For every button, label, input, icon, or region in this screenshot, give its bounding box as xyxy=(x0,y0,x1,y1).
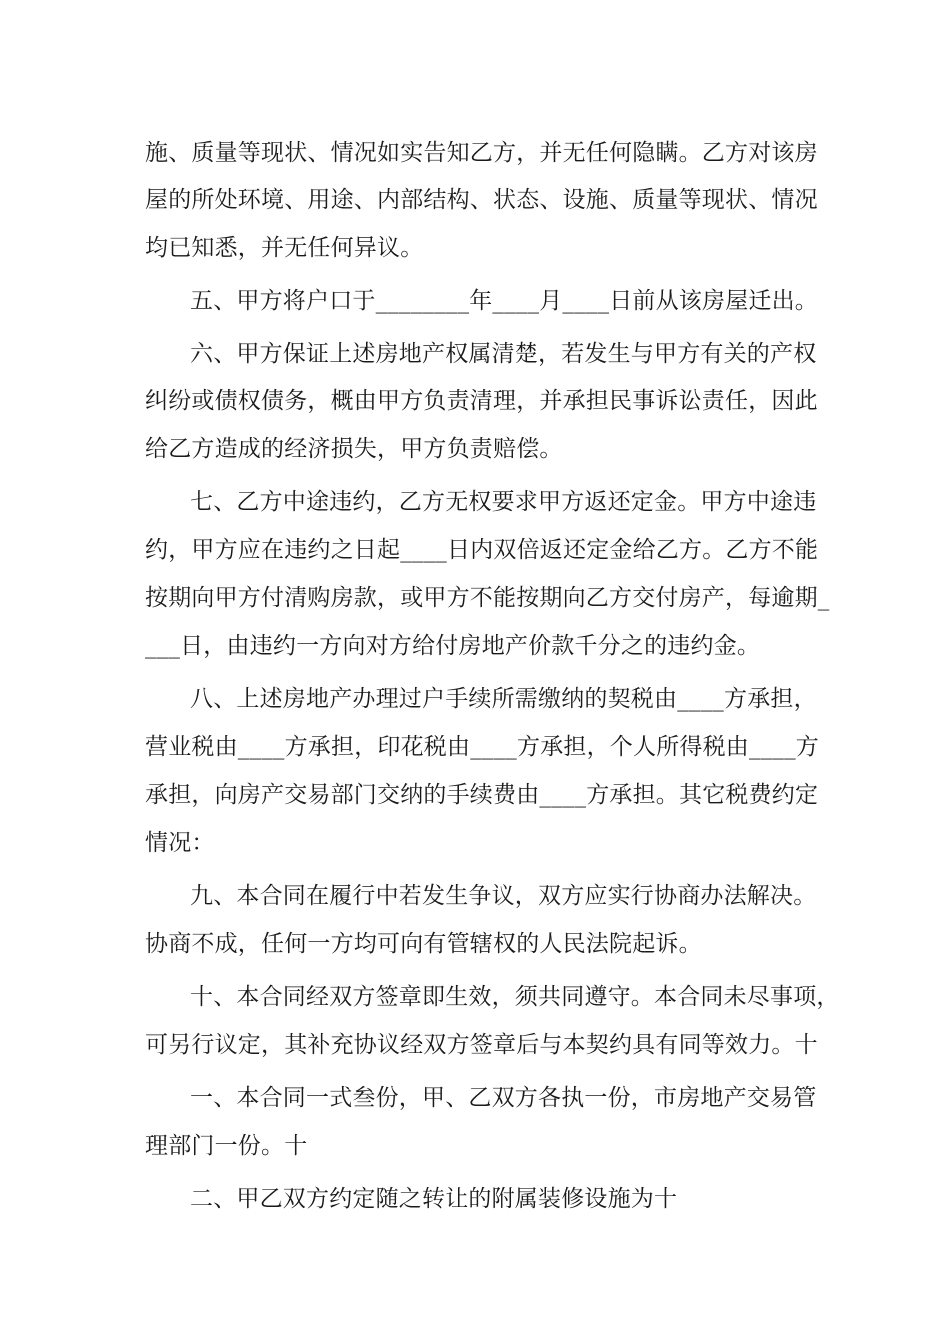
text-line: 情况： xyxy=(145,830,215,856)
text-line: 理部门一份。十 xyxy=(145,1133,308,1159)
text-line: 按期向甲方付清购房款，或甲方不能按期向乙方交付房产，每逾期_ xyxy=(145,585,830,611)
text-line: 营业税由____方承担，印花税由____方承担，个人所得税由____方 xyxy=(145,734,819,760)
clause-9-line: 九、本合同在履行中若发生争议，双方应实行协商办法解决。 xyxy=(190,883,817,909)
text-line: 给乙方造成的经济损失，甲方负责赔偿。 xyxy=(145,436,563,462)
clause-5-line: 五、甲方将户口于________年____月____日前从该房屋迁出。 xyxy=(190,288,818,314)
text-line: 协商不成，任何一方均可向有管辖权的人民法院起诉。 xyxy=(145,931,702,957)
text-line: ___日，由违约一方向对方给付房地产价款千分之的违约金。 xyxy=(145,633,761,659)
text-line: 约，甲方应在违约之日起____日内双倍返还定金给乙方。乙方不能 xyxy=(145,537,819,563)
text-line: 承担，向房产交易部门交纳的手续费由____方承担。其它税费约定 xyxy=(145,782,819,808)
text-line: 施、质量等现状、情况如实告知乙方，并无任何隐瞒。乙方对该房 xyxy=(145,140,818,166)
clause-10-line: 十、本合同经双方签章即生效，须共同遵守。本合同未尽事项， xyxy=(190,984,840,1010)
clause-11-line: 一、本合同一式叁份，甲、乙双方各执一份，市房地产交易管 xyxy=(190,1085,817,1111)
text-line: 可另行议定，其补充协议经双方签章后与本契约具有同等效力。十 xyxy=(145,1032,818,1058)
clause-7-line: 七、乙方中途违约，乙方无权要求甲方返还定金。甲方中途违 xyxy=(190,489,817,515)
clause-6-line: 六、甲方保证上述房地产权属清楚，若发生与甲方有关的产权 xyxy=(190,341,817,367)
clause-12-line: 二、甲乙双方约定随之转让的附属装修设施为十 xyxy=(190,1186,678,1212)
text-line: 均已知悉，并无任何异议。 xyxy=(145,235,424,261)
clause-8-line: 八、上述房地产办理过户手续所需缴纳的契税由____方承担， xyxy=(190,686,817,712)
text-line: 屋的所处环境、用途、内部结构、状态、设施、质量等现状、情况 xyxy=(145,187,818,213)
text-line: 纠纷或债权债务，概由甲方负责清理，并承担民事诉讼责任，因此 xyxy=(145,388,818,414)
